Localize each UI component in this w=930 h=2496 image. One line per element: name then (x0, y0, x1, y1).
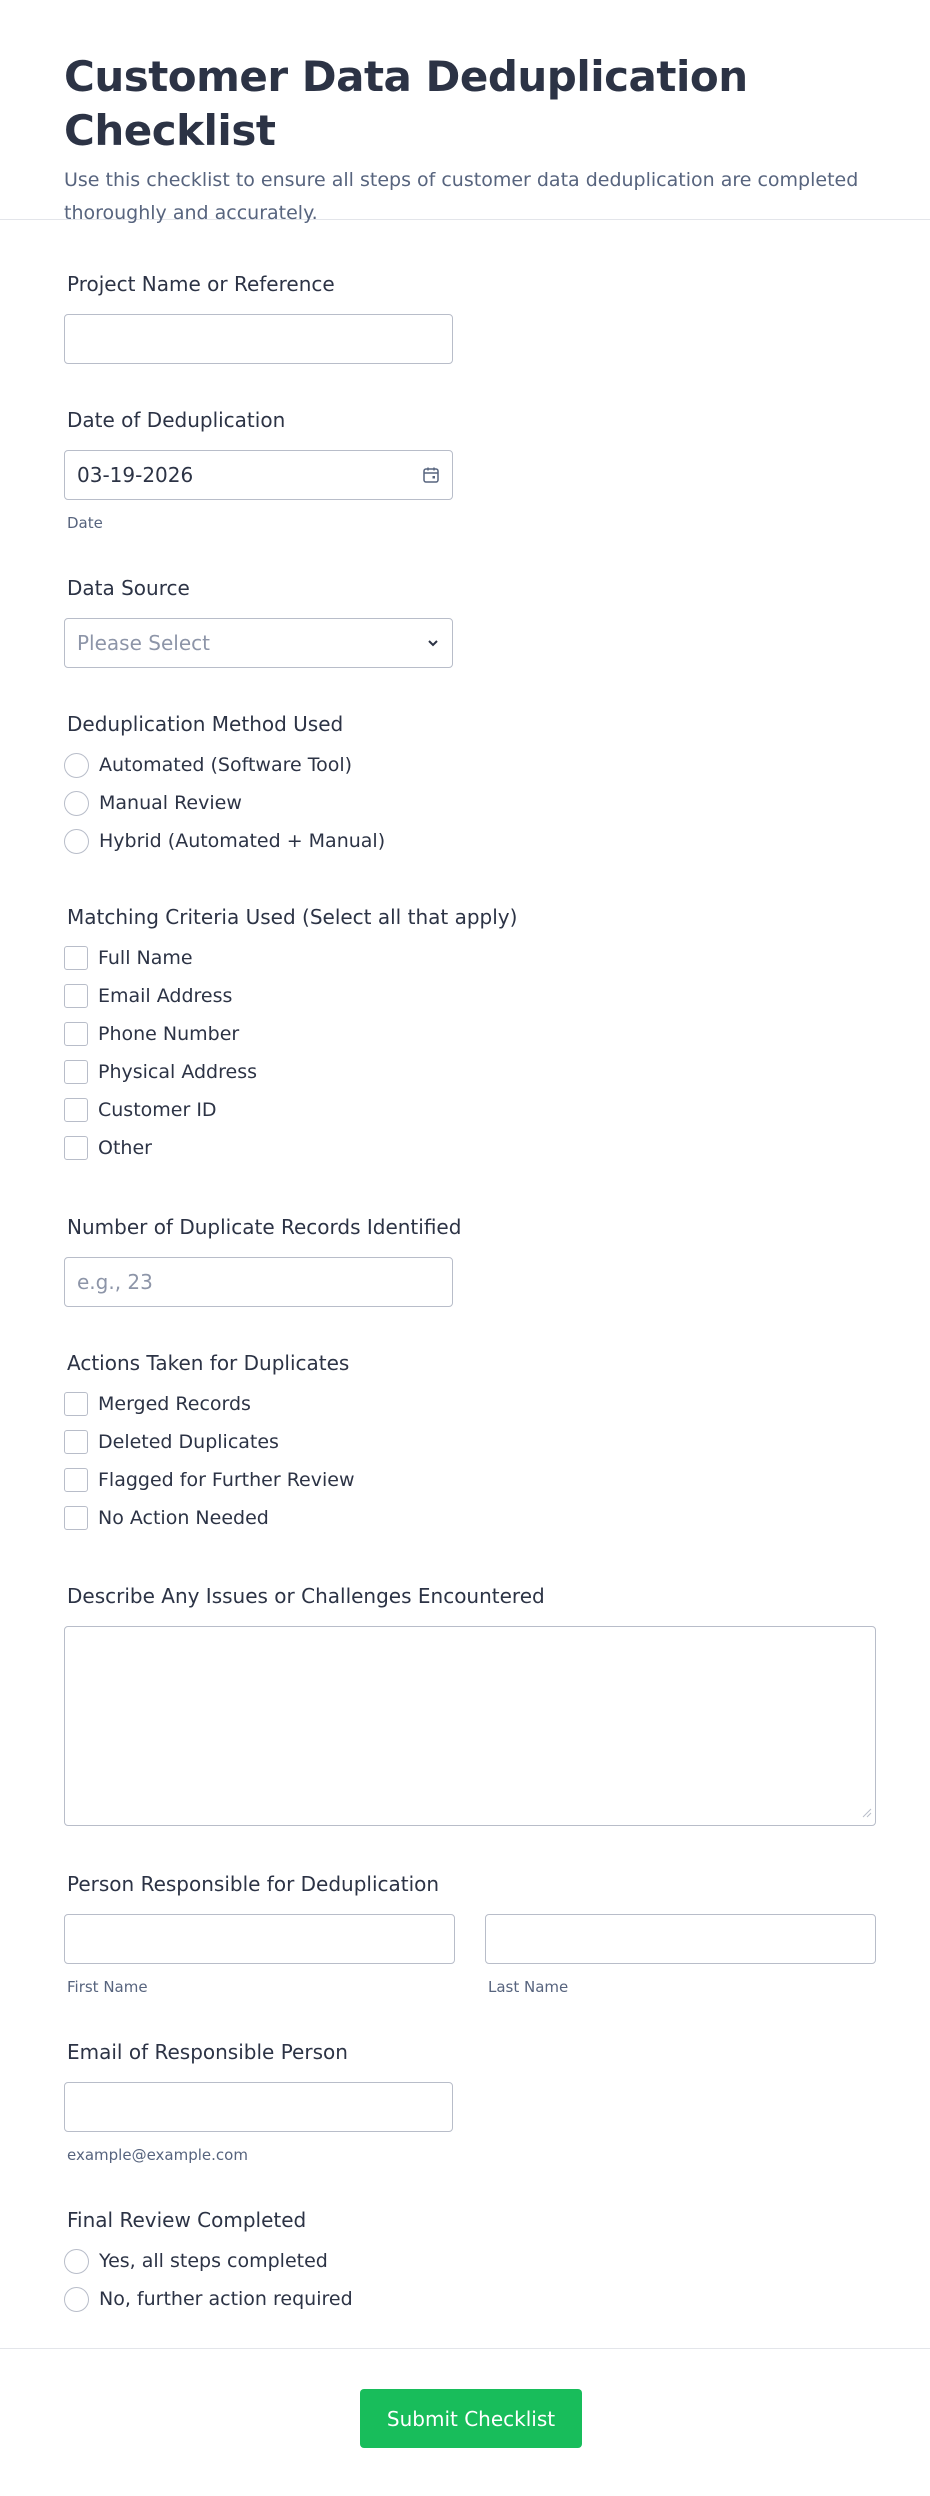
last-name-sublabel: Last Name (488, 1978, 569, 1996)
option-label: Flagged for Further Review (98, 1469, 355, 1491)
actions-option[interactable] (64, 1499, 355, 1537)
option-label: Customer ID (98, 1099, 217, 1121)
date-value: 03-19-2026 (77, 463, 194, 487)
method-options (64, 746, 385, 860)
option-label: Automated (Software Tool) (99, 754, 353, 776)
review-option[interactable] (64, 2242, 353, 2280)
option-label: Hybrid (Automated + Manual) (99, 830, 386, 852)
first-name-sublabel: First Name (67, 1978, 148, 1996)
radio-button[interactable] (64, 829, 89, 854)
date-sublabel: Date (67, 514, 103, 532)
actions-question (64, 1349, 355, 1537)
form-title: Customer Data Deduplication Checklist (64, 52, 748, 155)
criteria-option[interactable] (64, 1053, 517, 1091)
last-name-group (485, 1914, 876, 1996)
issues-question (64, 1582, 876, 1826)
criteria-label: Matching Criteria Used (Select all that apply) (67, 905, 518, 929)
criteria-question (64, 903, 517, 1167)
radio-button[interactable] (64, 2249, 89, 2274)
option-label: Phone Number (98, 1023, 240, 1045)
person-label: Person Responsible for Deduplication (67, 1872, 440, 1896)
criteria-option[interactable] (64, 939, 517, 977)
first-name-group (64, 1914, 455, 1996)
radio-button[interactable] (64, 2287, 89, 2312)
option-label: Manual Review (99, 792, 242, 814)
checkbox[interactable] (64, 1060, 88, 1084)
criteria-option[interactable] (64, 1015, 517, 1053)
method-question (64, 710, 385, 860)
person-question (64, 1870, 876, 1996)
email-sublabel: example@example.com (67, 2146, 248, 2164)
checkbox[interactable] (64, 1022, 88, 1046)
duplicates-question (64, 1213, 461, 1307)
checkbox[interactable] (64, 1430, 88, 1454)
duplicates-label: Number of Duplicate Records Identified (67, 1215, 462, 1239)
review-question (64, 2206, 353, 2318)
method-option[interactable] (64, 746, 385, 784)
option-label: No, further action required (99, 2288, 353, 2310)
chevron-down-icon (426, 636, 440, 650)
form-footer (0, 2348, 930, 2496)
data-source-label: Data Source (67, 576, 190, 600)
project-name-question (64, 270, 453, 364)
option-label: No Action Needed (98, 1507, 269, 1529)
project-name-label: Project Name or Reference (67, 272, 335, 296)
calendar-icon[interactable] (422, 466, 440, 484)
checkbox[interactable] (64, 1506, 88, 1530)
form-subtitle: Use this checklist to ensure all steps of customer data deduplication are completed thoroughly and accurately. (64, 169, 859, 224)
actions-options (64, 1385, 355, 1537)
method-label: Deduplication Method Used (67, 712, 344, 736)
review-options (64, 2242, 353, 2318)
project-name-input[interactable] (64, 314, 453, 364)
option-label: Other (98, 1137, 152, 1159)
email-input[interactable] (64, 2082, 453, 2132)
form-header (0, 0, 930, 224)
name-fields (64, 1914, 876, 1996)
actions-option[interactable] (64, 1385, 355, 1423)
criteria-options (64, 939, 517, 1167)
method-option[interactable] (64, 822, 385, 860)
actions-option[interactable] (64, 1423, 355, 1461)
data-source-question (64, 574, 453, 668)
issues-label: Describe Any Issues or Challenges Encountered (67, 1584, 545, 1608)
checkbox[interactable] (64, 984, 88, 1008)
criteria-option[interactable] (64, 1129, 517, 1167)
review-label: Final Review Completed (67, 2208, 307, 2232)
resize-handle-icon[interactable] (862, 1803, 872, 1822)
duplicates-placeholder: e.g., 23 (77, 1270, 153, 1294)
method-option[interactable] (64, 784, 385, 822)
email-question (64, 2038, 453, 2164)
actions-label: Actions Taken for Duplicates (67, 1351, 350, 1375)
option-label: Email Address (98, 985, 233, 1007)
option-label: Physical Address (98, 1061, 257, 1083)
review-option[interactable] (64, 2280, 353, 2318)
data-source-select[interactable] (64, 618, 453, 668)
data-source-placeholder: Please Select (77, 631, 210, 655)
date-input[interactable] (64, 450, 453, 500)
option-label: Deleted Duplicates (98, 1431, 279, 1453)
checkbox[interactable] (64, 946, 88, 970)
issues-textarea[interactable] (64, 1626, 876, 1826)
option-label: Yes, all steps completed (99, 2250, 328, 2272)
option-label: Merged Records (98, 1393, 251, 1415)
option-label: Full Name (98, 947, 193, 969)
checkbox[interactable] (64, 1392, 88, 1416)
radio-button[interactable] (64, 753, 89, 778)
criteria-option[interactable] (64, 977, 517, 1015)
last-name-input[interactable] (485, 1914, 876, 1964)
first-name-input[interactable] (64, 1914, 455, 1964)
checkbox[interactable] (64, 1468, 88, 1492)
checkbox[interactable] (64, 1136, 88, 1160)
criteria-option[interactable] (64, 1091, 517, 1129)
duplicates-input[interactable] (64, 1257, 453, 1307)
date-question (64, 406, 453, 532)
date-label: Date of Deduplication (67, 408, 286, 432)
email-label: Email of Responsible Person (67, 2040, 348, 2064)
checkbox[interactable] (64, 1098, 88, 1122)
actions-option[interactable] (64, 1461, 355, 1499)
submit-button[interactable]: Submit Checklist (360, 2389, 582, 2448)
radio-button[interactable] (64, 791, 89, 816)
